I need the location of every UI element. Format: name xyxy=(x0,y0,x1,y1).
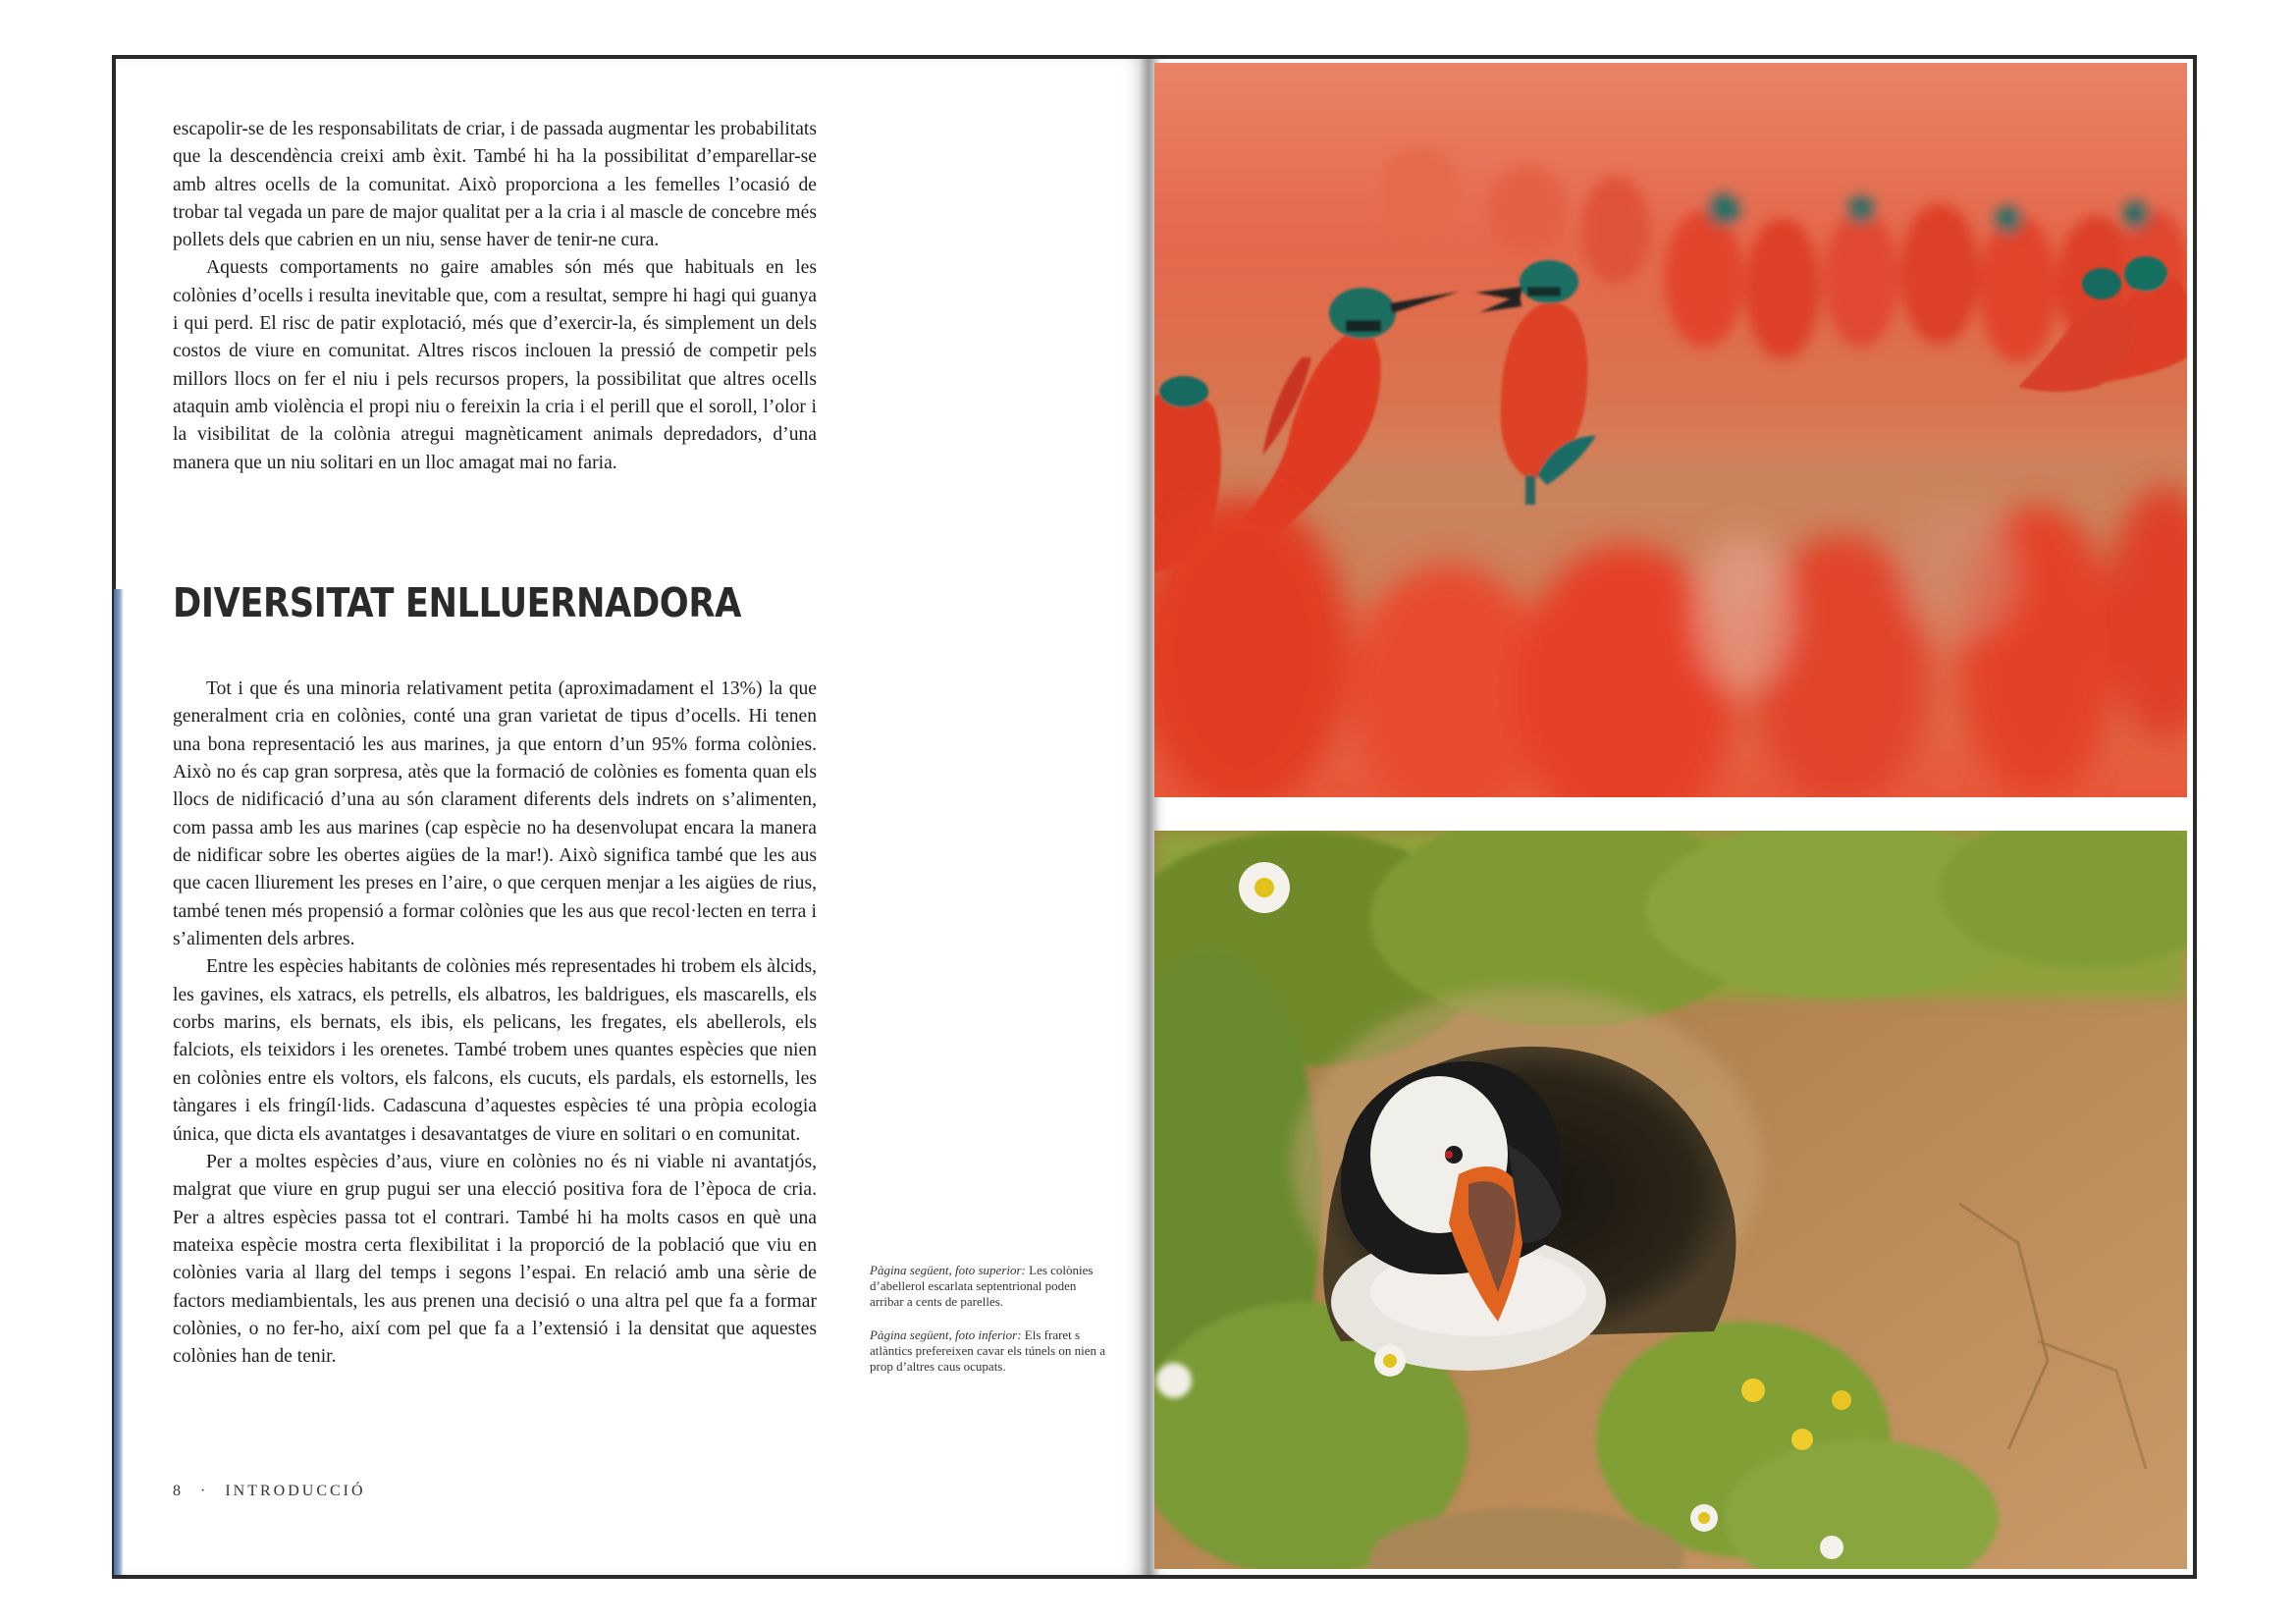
photo-captions xyxy=(870,1263,1111,1392)
photo-bee-eaters xyxy=(1154,63,2187,797)
caption-bottom xyxy=(870,1327,1111,1375)
section-heading: DIVERSITAT ENLLUERNADORA xyxy=(173,579,741,626)
section-name: INTRODUCCIÓ xyxy=(225,1483,366,1499)
caption-lead: Pàgina següent, foto superior: xyxy=(870,1263,1026,1277)
paragraph: Per a moltes espècies d’aus, viure en colònies no és ni viable ni avantatjós, malgrat que viure en grup pugui ser una elecció positiva fora de l’època de cria. Per a altres espècies passa tot el contrari. També hi ha molts casos en què una mateixa espècie mostra certa flexibilitat i la proporció de la població que viu en colònies varia al llarg del temps i segons l’espai. En relació amb una sèrie de factors mediambientals, les aus prenen una decisió o una altra pel que fa a formar colònies, o no fer-ho, així com pel que fa a l’extensió i la densitat que aquestes colònies han de tenir. xyxy=(173,1151,817,1368)
caption-text: Les colònies d’abellerol escarlata septentrional poden arribar a cents de parelles. xyxy=(870,1263,1094,1309)
caption-top xyxy=(870,1263,1111,1310)
body-text-bottom xyxy=(173,676,817,1372)
body-text-top xyxy=(173,116,817,477)
paragraph: escapolir-se de les responsabilitats de criar, i de passada augmentar les probabilitats que la descendència creixi amb èxit. També hi ha la possibilitat d’emparellar-se amb altres ocells de la comunitat. Això proporciona a les femelles l’ocasió de trobar tal vegada un pare de major qualitat per a la cria i al mascle de concebre més pollets dels que cabrien en un niu, sense haver de tenir-ne cura. xyxy=(173,119,817,251)
paragraph: Entre les espècies habitants de colònies més representades hi trobem els àlcids, les gavines, els xatracs, els petrells, els albatros, les baldrigues, els mascarells, els corbs marins, els bernats, els ibis, els pelicans, les fregates, els abellerols, els falciots, els teixidors i les orenetes. També trobem unes quantes espècies que nien en colònies entre els voltors, els falcons, els cucuts, els pardals, els estornells, les tàngares i els fringíl·lids. Cadascuna d’aquestes espècies té una pròpia ecologia única, que dicta els avantatges i desavantatges de viure en solitari o en comunitat. xyxy=(173,956,817,1145)
caption-lead: Pàgina següent, foto inferior: xyxy=(870,1327,1022,1342)
paragraph: Aquests comportaments no gaire amables són més que habituals en les colònies d’ocells i resulta inevitable que, com a resultat, sempre hi hagi qui guanya i qui perd. El risc de patir explotació, més que d’exercir-la, és simplement un dels costos de viure en comunitat. Altres riscos inclouen la pressió de competir pels millors llocs on fer el niu i pels recursos propers, la possibilitat que altres ocells ataquin amb violència el propi niu o fereixin la cria i el perill que el soroll, l’olor i la visibilitat de la colònia atregui magnèticament animals depredadors, d’una manera que un niu solitari en un lloc amagat mai no faria. xyxy=(173,257,817,473)
page-number: 8 xyxy=(173,1483,184,1499)
photo-puffin-burrow xyxy=(1154,831,2187,1569)
caption-text: Els fraret s atlàntics prefereixen cavar els túnels on nien a prop d’altres caus ocupats. xyxy=(870,1327,1106,1374)
footer-separator: · xyxy=(200,1483,209,1499)
book-cover-edge xyxy=(114,589,124,1575)
page-footer xyxy=(173,1483,376,1500)
paragraph: Tot i que és una minoria relativament petita (aproximadament el 13%) la que generalment cria en colònies, conté una gran varietat de tipus d’ocells. Hi tenen una bona representació les aus marines, ja que entorn d’un 95% forma colònies. Això no és cap gran sorpresa, atès que la formació de colònies es fomenta quan els llocs de nidificació d’una au són clarament diferents dels indrets on s’alimenten, com passa amb les aus marines (cap espècie no ha desenvolupat encara la manera de nidificar sobre les obertes aigües de la mar!). Això significa també que les aus que cacen lliurement les preses en l’aire, o que cerquen menjar a les aigües de rius, també tenen més propensió a formar colònies que les aus que recol·lecten en terra i s’alimenten dels arbres. xyxy=(173,678,817,950)
